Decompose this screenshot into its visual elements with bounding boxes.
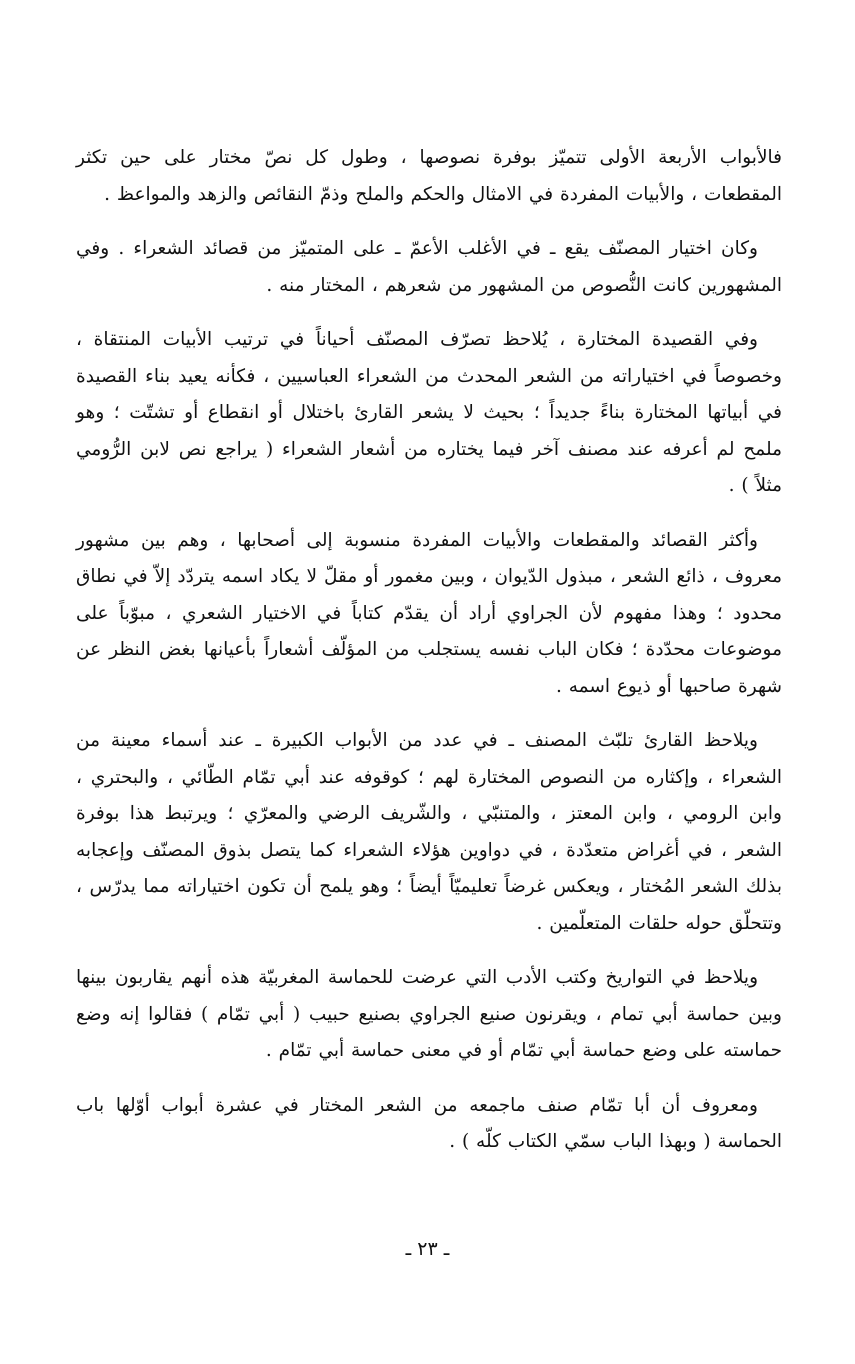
paragraph-3: وفي القصيدة المختارة ، يُلاحظ تصرّف المصنّف أحياناً في ترتيب الأبيات المنتقاة ، وخصوصاً في اختياراته من الشعر المحدث من الشعراء العباسيين ، فكأنه يعيد بناء القصيدة في أبياتها المختارة بناءً جديداً ؛ بحيث لا يشعر القارئ باختلال أو انقطاع أو تشتّت ؛ وهو ملمح لم أعرفه عند مصنف آخر فيما يختاره من أشعار الشعراء ( يراجع نص لابن الرُّومي مثلاً ) . — [76, 329, 782, 496]
page-number: ـ ٢٣ ـ — [405, 1238, 450, 1260]
paragraph-2: وكان اختيار المصنّف يقع ـ في الأغلب الأعمّ ـ على المتميّز من قصائد الشعراء . وفي المشهورين كانت النُّصوص من المشهور من شعرهم ، المختار منه . — [76, 238, 782, 296]
paragraph-1: فالأبواب الأربعة الأولى تتميّز بوفرة نصوصها ، وطول كل نصّ مختار على حين تكثر المقطعات ، والأبيات المفردة في الامثال والحكم والملح وذمّ النقائص والزهد والمواعظ . — [76, 147, 782, 205]
paragraph-4: وأكثر القصائد والمقطعات والأبيات المفردة منسوبة إلى أصحابها ، وهم بين مشهور معروف ، ذائع الشعر ، مبذول الدّيوان ، وبين مغمور أو مقلّ لا يكاد اسمه يتردّد إلاّ في نطاق محدود ؛ وهذا مفهوم لأن الجراوي أراد أن يقدّم كتاباً في الاختيار الشعري ، مبوّباً على موضوعات محدّدة ؛ فكان الباب نفسه يستجلب من المؤلّف أشعاراً بأعيانها بغض النظر عن شهرة صاحبها أو ذيوع اسمه . — [76, 529, 782, 697]
paragraph-6: ويلاحظ في التواريخ وكتب الأدب التي عرضت للحماسة المغربيّة هذه أنهم يقاربون بينها وبين حماسة أبي تمام ، ويقرنون صنيع الجراوي بصنيع حبيب ( أبي تمّام ) فقالوا إنه وضع حماسته على وضع حماسة أبي تمّام أو في معنى حماسة أبي تمّام . — [76, 967, 782, 1061]
paragraph-7: ومعروف أن أبا تمّام صنف ماجمعه من الشعر المختار في عشرة أبواب أوّلها باب الحماسة ( وبهذا الباب سمّي الكتاب كلّه ) . — [76, 1094, 782, 1152]
paragraph-5: ويلاحظ القارئ تلبّث المصنف ـ في عدد من الأبواب الكبيرة ـ عند أسماء معينة من الشعراء ، وإكثاره من النصوص المختارة لهم ؛ كوقوفه عند أبي تمّام الطّائي ، والبحتري ، وابن الرومي ، وابن المعتز ، والمتنبّي ، والشّريف الرضي والمعرّي ؛ ويرتبط هذا بوفرة الشعر ، في أغراض متعدّدة ، في دواوين هؤلاء الشعراء كما يتصل بذوق المصنّف وإعجابه بذلك الشعر المُختار ، ويعكس غرضاً تعليميّاً أيضاً ؛ وهو يلمح أن تكون اختياراته مما يدرّس ، وتتحلّق حوله حلقات المتعلّمين . — [76, 730, 782, 934]
page-body — [76, 140, 782, 1179]
